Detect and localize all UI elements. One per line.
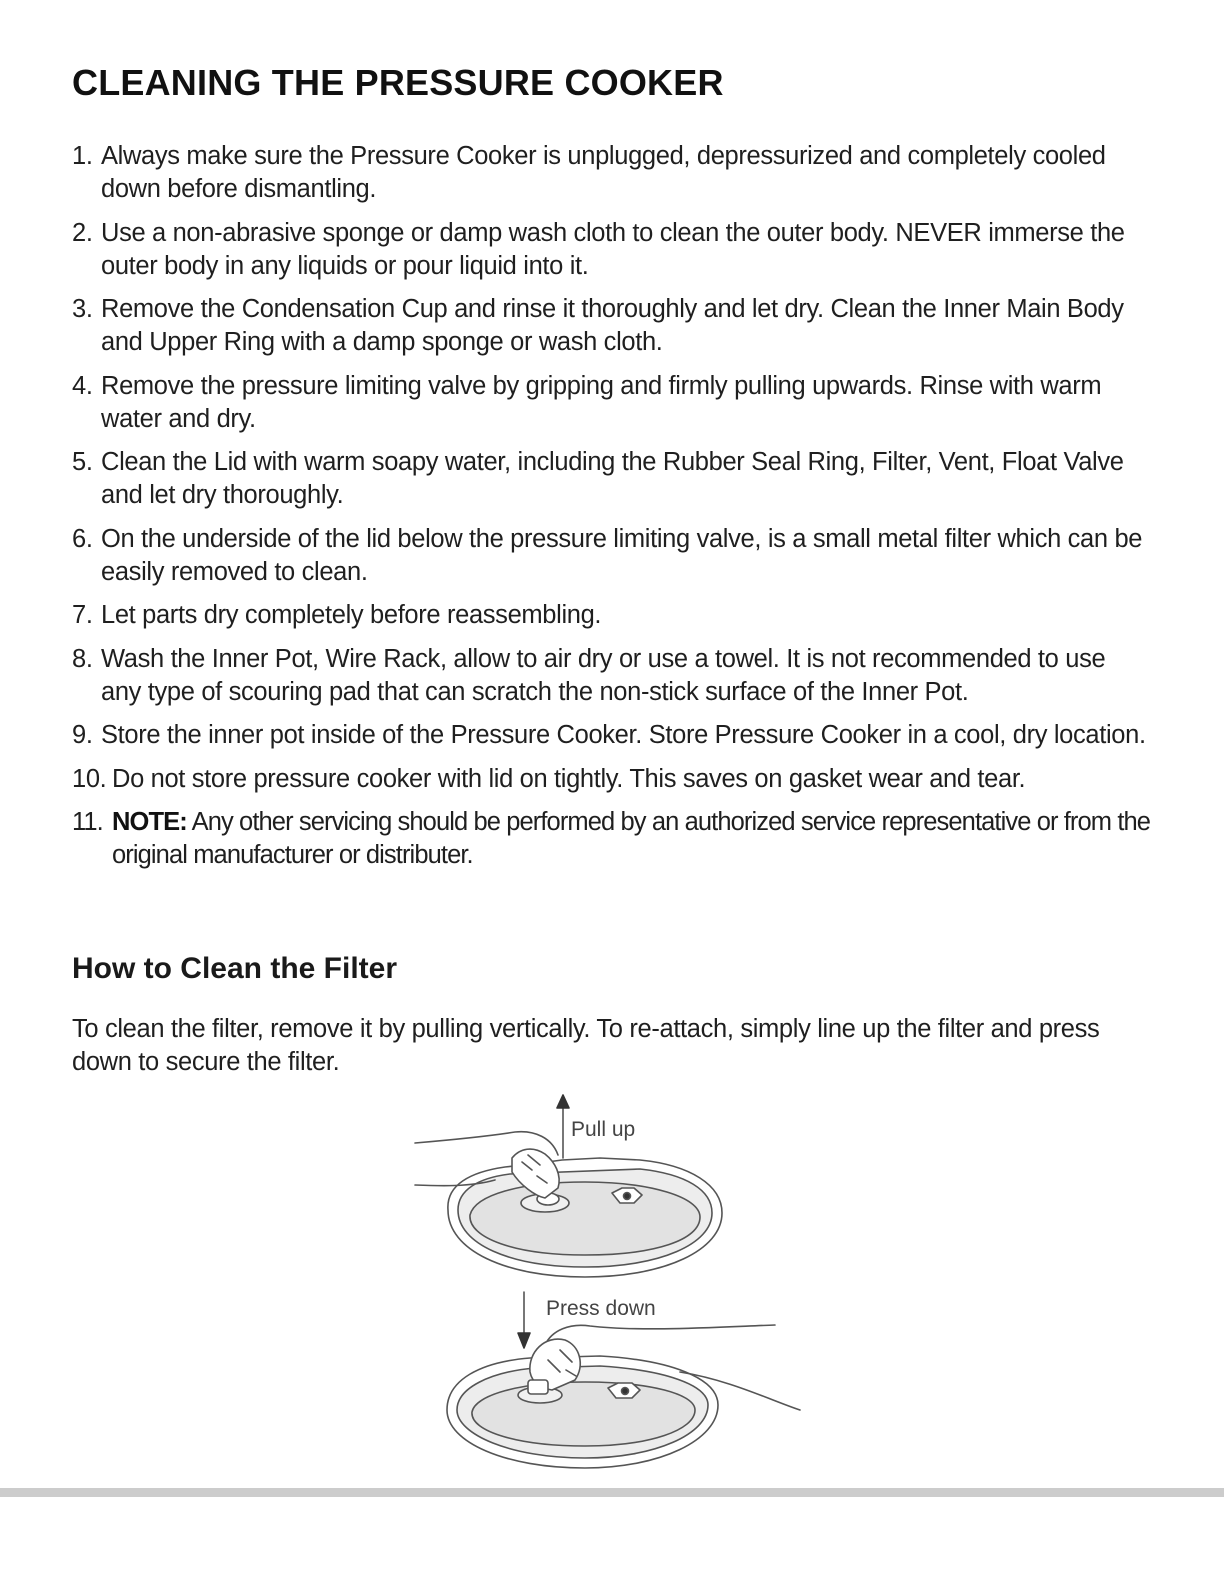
cleaning-steps-list (72, 140, 1152, 883)
note-label: NOTE: (112, 808, 187, 836)
press-down-arrowhead (518, 1333, 530, 1348)
step-number: 1. (72, 142, 93, 170)
filter-cleaning-illustration (380, 1088, 820, 1478)
lid-top-inner (470, 1182, 700, 1255)
step-item (72, 599, 1152, 632)
step-item (72, 293, 1152, 359)
step-number: 2. (72, 218, 93, 247)
step-number: 6. (72, 524, 93, 553)
step-number: 11. (72, 808, 103, 836)
press-down-label: Press down (546, 1297, 656, 1320)
hand-bottom-arm (545, 1325, 775, 1345)
step-number: 5. (72, 448, 93, 476)
step-item (72, 370, 1152, 436)
lid-bottom-inner (472, 1382, 695, 1446)
step-text: Store the inner pot inside of the Pressure Cooker. Store Pressure Cooker in a cool, dry location. (101, 721, 1146, 749)
step-item (72, 217, 1152, 283)
step-text: Remove the pressure limiting valve by gripping and firmly pulling upwards. Rinse with warm water and dry. (101, 371, 1102, 433)
step-item (72, 446, 1152, 512)
lid-top-valve-hole (624, 1193, 631, 1200)
step-number: 7. (72, 601, 93, 629)
step-text: Let parts dry completely before reassembling. (101, 601, 602, 629)
lid-bottom-valve-hole (622, 1388, 629, 1395)
step-item (72, 763, 1152, 796)
step-text: Wash the Inner Pot, Wire Rack, allow to air dry or use a towel. It is not recommended to use any type of scouring pad that can scratch the non-stick surface of the Inner Pot. (101, 644, 1106, 706)
footer-divider (0, 1488, 1224, 1497)
step-item-note (72, 806, 1152, 872)
filter-section-intro: To clean the filter, remove it by pulling vertically. To re-attach, simply line up the filter and press down to secure the filter. (72, 1015, 1100, 1076)
step-number: 9. (72, 721, 93, 749)
step-item (72, 719, 1152, 752)
step-number: 4. (72, 371, 93, 400)
lid-top-illustration (415, 1095, 722, 1277)
step-text: On the underside of the lid below the pressure limiting valve, is a small metal filter which can be easily removed to clean. (101, 524, 1143, 586)
step-item (72, 523, 1152, 589)
page-title: CLEANING THE PRESSURE COOKER (72, 62, 724, 103)
step-text: Remove the Condensation Cup and rinse it thoroughly and let dry. Clean the Inner Main Body and Upper Ring with a damp sponge or wash cloth. (101, 295, 1124, 356)
step-text: Use a non-abrasive sponge or damp wash cloth to clean the outer body. NEVER immerse the outer body in any liquids or pour liquid into it. (101, 218, 1125, 280)
pull-up-arrowhead (557, 1095, 569, 1108)
step-item (72, 643, 1152, 709)
step-text: Any other servicing should be performed by an authorized service representative or from the original manufacturer or distributer. (112, 808, 1151, 869)
pull-up-label: Pull up (571, 1118, 636, 1141)
step-item (72, 140, 1152, 206)
lid-bottom-filter (528, 1380, 548, 1394)
step-text: Clean the Lid with warm soapy water, including the Rubber Seal Ring, Filter, Vent, Float Valve and let dry thoroughly. (101, 448, 1124, 509)
step-text: Do not store pressure cooker with lid on tightly. This saves on gasket wear and tear. (112, 764, 1026, 793)
filter-section-title: How to Clean the Filter (72, 952, 398, 985)
step-number: 3. (72, 295, 93, 323)
step-number: 8. (72, 644, 93, 673)
step-number: 10. (72, 764, 107, 793)
step-text: Always make sure the Pressure Cooker is unplugged, depressurized and completely cooled down before dismantling. (101, 142, 1106, 203)
